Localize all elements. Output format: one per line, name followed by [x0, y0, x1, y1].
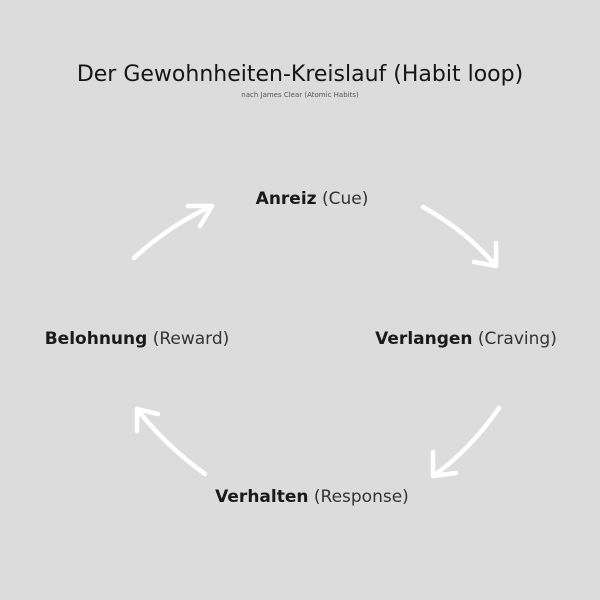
diagram-subtitle: nach James Clear (Atomic Habits)	[241, 91, 359, 99]
node-cue-gloss: (Cue)	[321, 189, 369, 209]
node-reward-gloss: (Reward)	[152, 329, 230, 349]
arrow-response-to-reward	[137, 409, 205, 474]
node-reward-term: Belohnung	[44, 329, 148, 349]
node-craving-gloss: (Craving)	[477, 329, 557, 349]
node-response-term: Verhalten	[215, 487, 309, 507]
diagram-title: Der Gewohnheiten-Kreislauf (Habit loop)	[76, 62, 524, 87]
node-reward	[45, 329, 230, 349]
node-cue	[256, 189, 369, 209]
node-craving-term: Verlangen	[375, 329, 473, 349]
node-response	[215, 487, 409, 507]
arrow-cue-to-craving	[423, 207, 496, 266]
arrow-reward-to-cue	[134, 206, 212, 258]
arrow-craving-to-response	[433, 408, 499, 476]
node-craving	[375, 329, 557, 349]
node-cue-term: Anreiz	[255, 189, 317, 209]
node-response-gloss: (Response)	[313, 487, 409, 507]
